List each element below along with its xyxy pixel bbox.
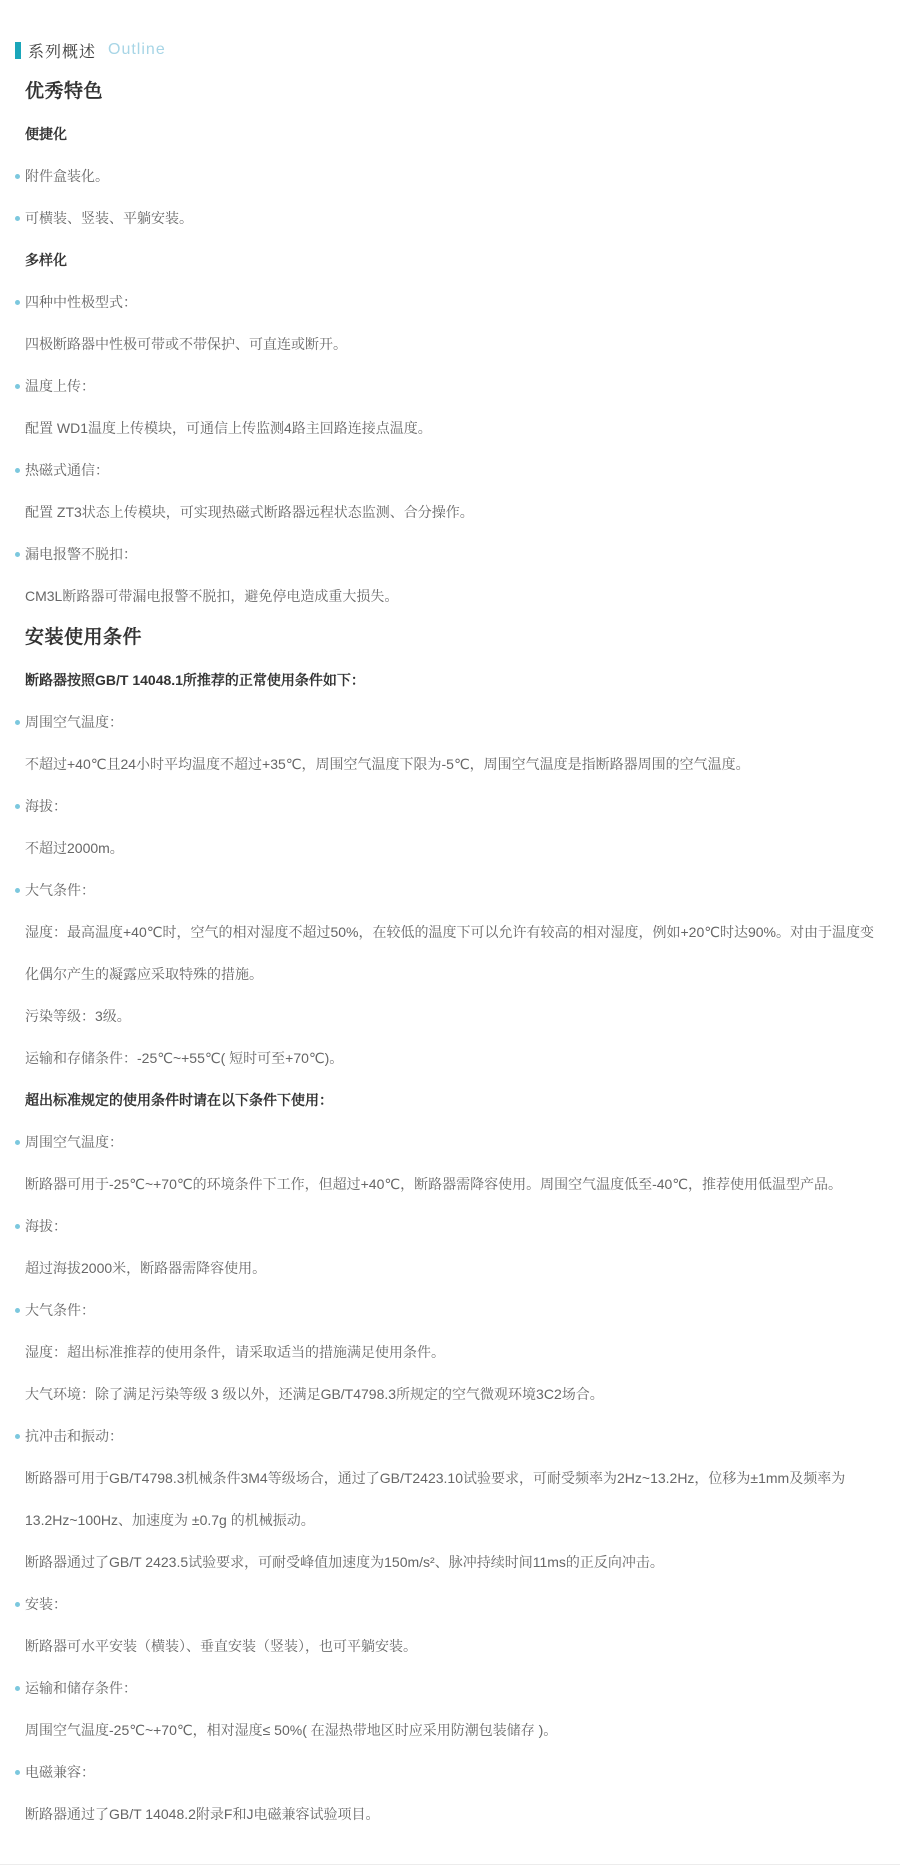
bullet-label: 电磁兼容： bbox=[25, 1764, 95, 1780]
accent-bar-icon bbox=[15, 42, 21, 59]
paragraph: CM3L断路器可带漏电报警不脱扣，避免停电造成重大损失。 bbox=[25, 588, 399, 604]
bullet-icon bbox=[15, 1770, 20, 1775]
section-heading: 优秀特色 bbox=[25, 81, 104, 102]
section bbox=[0, 71, 900, 617]
bullet-item bbox=[0, 197, 900, 239]
bullet-label: 漏电报警不脱扣： bbox=[25, 546, 137, 562]
bullet-label: 大气条件： bbox=[25, 1302, 95, 1318]
paragraph: 配置 WD1温度上传模块，可通信上传监测4路主回路连接点温度。 bbox=[25, 420, 432, 436]
bullet-item bbox=[0, 365, 900, 407]
bullet-icon bbox=[15, 1602, 20, 1607]
bullet-label: 温度上传： bbox=[25, 378, 95, 394]
page-subtitle: Outline bbox=[108, 41, 166, 58]
paragraph: 湿度：超出标准推荐的使用条件，请采取适当的措施满足使用条件。 bbox=[25, 1344, 445, 1360]
section-heading: 安装使用条件 bbox=[25, 627, 143, 648]
paragraph: 配置 ZT3状态上传模块，可实现热磁式断路器远程状态监测、合分操作。 bbox=[25, 504, 474, 520]
bullet-icon bbox=[15, 1140, 20, 1145]
paragraph: 断路器可用于GB/T4798.3机械条件3M4等级场合，通过了GB/T2423.10试验要求，可耐受频率为2Hz~13.2Hz，位移为±1mm及频率为13.2Hz~100Hz、加速度为 ±0.7g 的机械振动。 bbox=[25, 1470, 846, 1528]
bullet-label: 周围空气温度： bbox=[25, 1134, 123, 1150]
bullet-label: 可横装、竖装、平躺安装。 bbox=[25, 210, 193, 226]
bullet-item bbox=[0, 1289, 900, 1331]
bullet-icon bbox=[15, 552, 20, 557]
bullet-icon bbox=[15, 1308, 20, 1313]
bullet-icon bbox=[15, 468, 20, 473]
intro-text: 超出标准规定的使用条件时请在以下条件下使用： bbox=[25, 1092, 333, 1108]
subsection-title: 多样化 bbox=[25, 252, 67, 268]
paragraph: 四极断路器中性极可带或不带保护、可直连或断开。 bbox=[25, 336, 347, 352]
bullet-label: 安装： bbox=[25, 1596, 67, 1612]
bullet-icon bbox=[15, 174, 20, 179]
paragraph: 运输和存储条件：-25℃~+55℃( 短时可至+70℃)。 bbox=[25, 1050, 344, 1066]
paragraph: 污染等级：3级。 bbox=[25, 1008, 131, 1024]
bullet-item bbox=[0, 281, 900, 323]
bullet-item bbox=[0, 449, 900, 491]
bullet-item bbox=[0, 1751, 900, 1793]
bullet-item bbox=[0, 533, 900, 575]
subsection-title: 便捷化 bbox=[25, 126, 67, 142]
bullet-item bbox=[0, 1415, 900, 1457]
bullet-icon bbox=[15, 300, 20, 305]
bullet-icon bbox=[15, 720, 20, 725]
bullet-label: 附件盒装化。 bbox=[25, 168, 109, 184]
bullet-icon bbox=[15, 1224, 20, 1229]
paragraph: 湿度：最高温度+40℃时，空气的相对湿度不超过50%，在较低的温度下可以允许有较高的相对湿度，例如+20℃时达90%。对由于温度变化偶尔产生的凝露应采取特殊的措施。 bbox=[25, 924, 874, 982]
bullet-label: 抗冲击和振动： bbox=[25, 1428, 123, 1444]
paragraph: 不超过2000m。 bbox=[25, 840, 124, 856]
bullet-label: 热磁式通信： bbox=[25, 462, 109, 478]
page-header bbox=[0, 29, 900, 71]
document-body bbox=[0, 71, 900, 1835]
bullet-icon bbox=[15, 888, 20, 893]
bullet-item bbox=[0, 1205, 900, 1247]
bullet-label: 海拔： bbox=[25, 798, 67, 814]
bullet-label: 周围空气温度： bbox=[25, 714, 123, 730]
bullet-label: 大气条件： bbox=[25, 882, 95, 898]
bullet-item bbox=[0, 1667, 900, 1709]
bullet-label: 海拔： bbox=[25, 1218, 67, 1234]
section bbox=[0, 617, 900, 1835]
bullet-item bbox=[0, 785, 900, 827]
bullet-icon bbox=[15, 216, 20, 221]
bullet-icon bbox=[15, 1434, 20, 1439]
bullet-item bbox=[0, 155, 900, 197]
bullet-label: 运输和储存条件： bbox=[25, 1680, 137, 1696]
paragraph: 大气环境：除了满足污染等级 3 级以外，还满足GB/T4798.3所规定的空气微观环境3C2场合。 bbox=[25, 1386, 604, 1402]
bullet-icon bbox=[15, 384, 20, 389]
bullet-item bbox=[0, 869, 900, 911]
bullet-item bbox=[0, 1583, 900, 1625]
bullet-item bbox=[0, 1121, 900, 1163]
bullet-icon bbox=[15, 1686, 20, 1691]
bullet-label: 四种中性极型式： bbox=[25, 294, 137, 310]
paragraph: 周围空气温度-25℃~+70℃，相对湿度≤ 50%( 在湿热带地区时应采用防潮包装储存 )。 bbox=[25, 1722, 558, 1738]
paragraph: 不超过+40℃且24小时平均温度不超过+35℃，周围空气温度下限为-5℃，周围空气温度是指断路器周围的空气温度。 bbox=[25, 756, 750, 772]
page-title: 系列概述 bbox=[28, 43, 97, 61]
paragraph: 断路器可水平安装（横装）、垂直安装（竖装），也可平躺安装。 bbox=[25, 1638, 417, 1654]
intro-text: 断路器按照GB/T 14048.1所推荐的正常使用条件如下： bbox=[25, 672, 365, 688]
paragraph: 断路器通过了GB/T 2423.5试验要求，可耐受峰值加速度为150m/s²、脉冲持续时间11ms的正反向冲击。 bbox=[25, 1554, 664, 1570]
paragraph: 断路器通过了GB/T 14048.2附录F和J电磁兼容试验项目。 bbox=[25, 1806, 380, 1822]
paragraph: 断路器可用于-25℃~+70℃的环境条件下工作，但超过+40℃，断路器需降容使用。周围空气温度低至-40℃，推荐使用低温型产品。 bbox=[25, 1176, 843, 1192]
paragraph: 超过海拔2000米，断路器需降容使用。 bbox=[25, 1260, 267, 1276]
bullet-item bbox=[0, 701, 900, 743]
bullet-icon bbox=[15, 804, 20, 809]
